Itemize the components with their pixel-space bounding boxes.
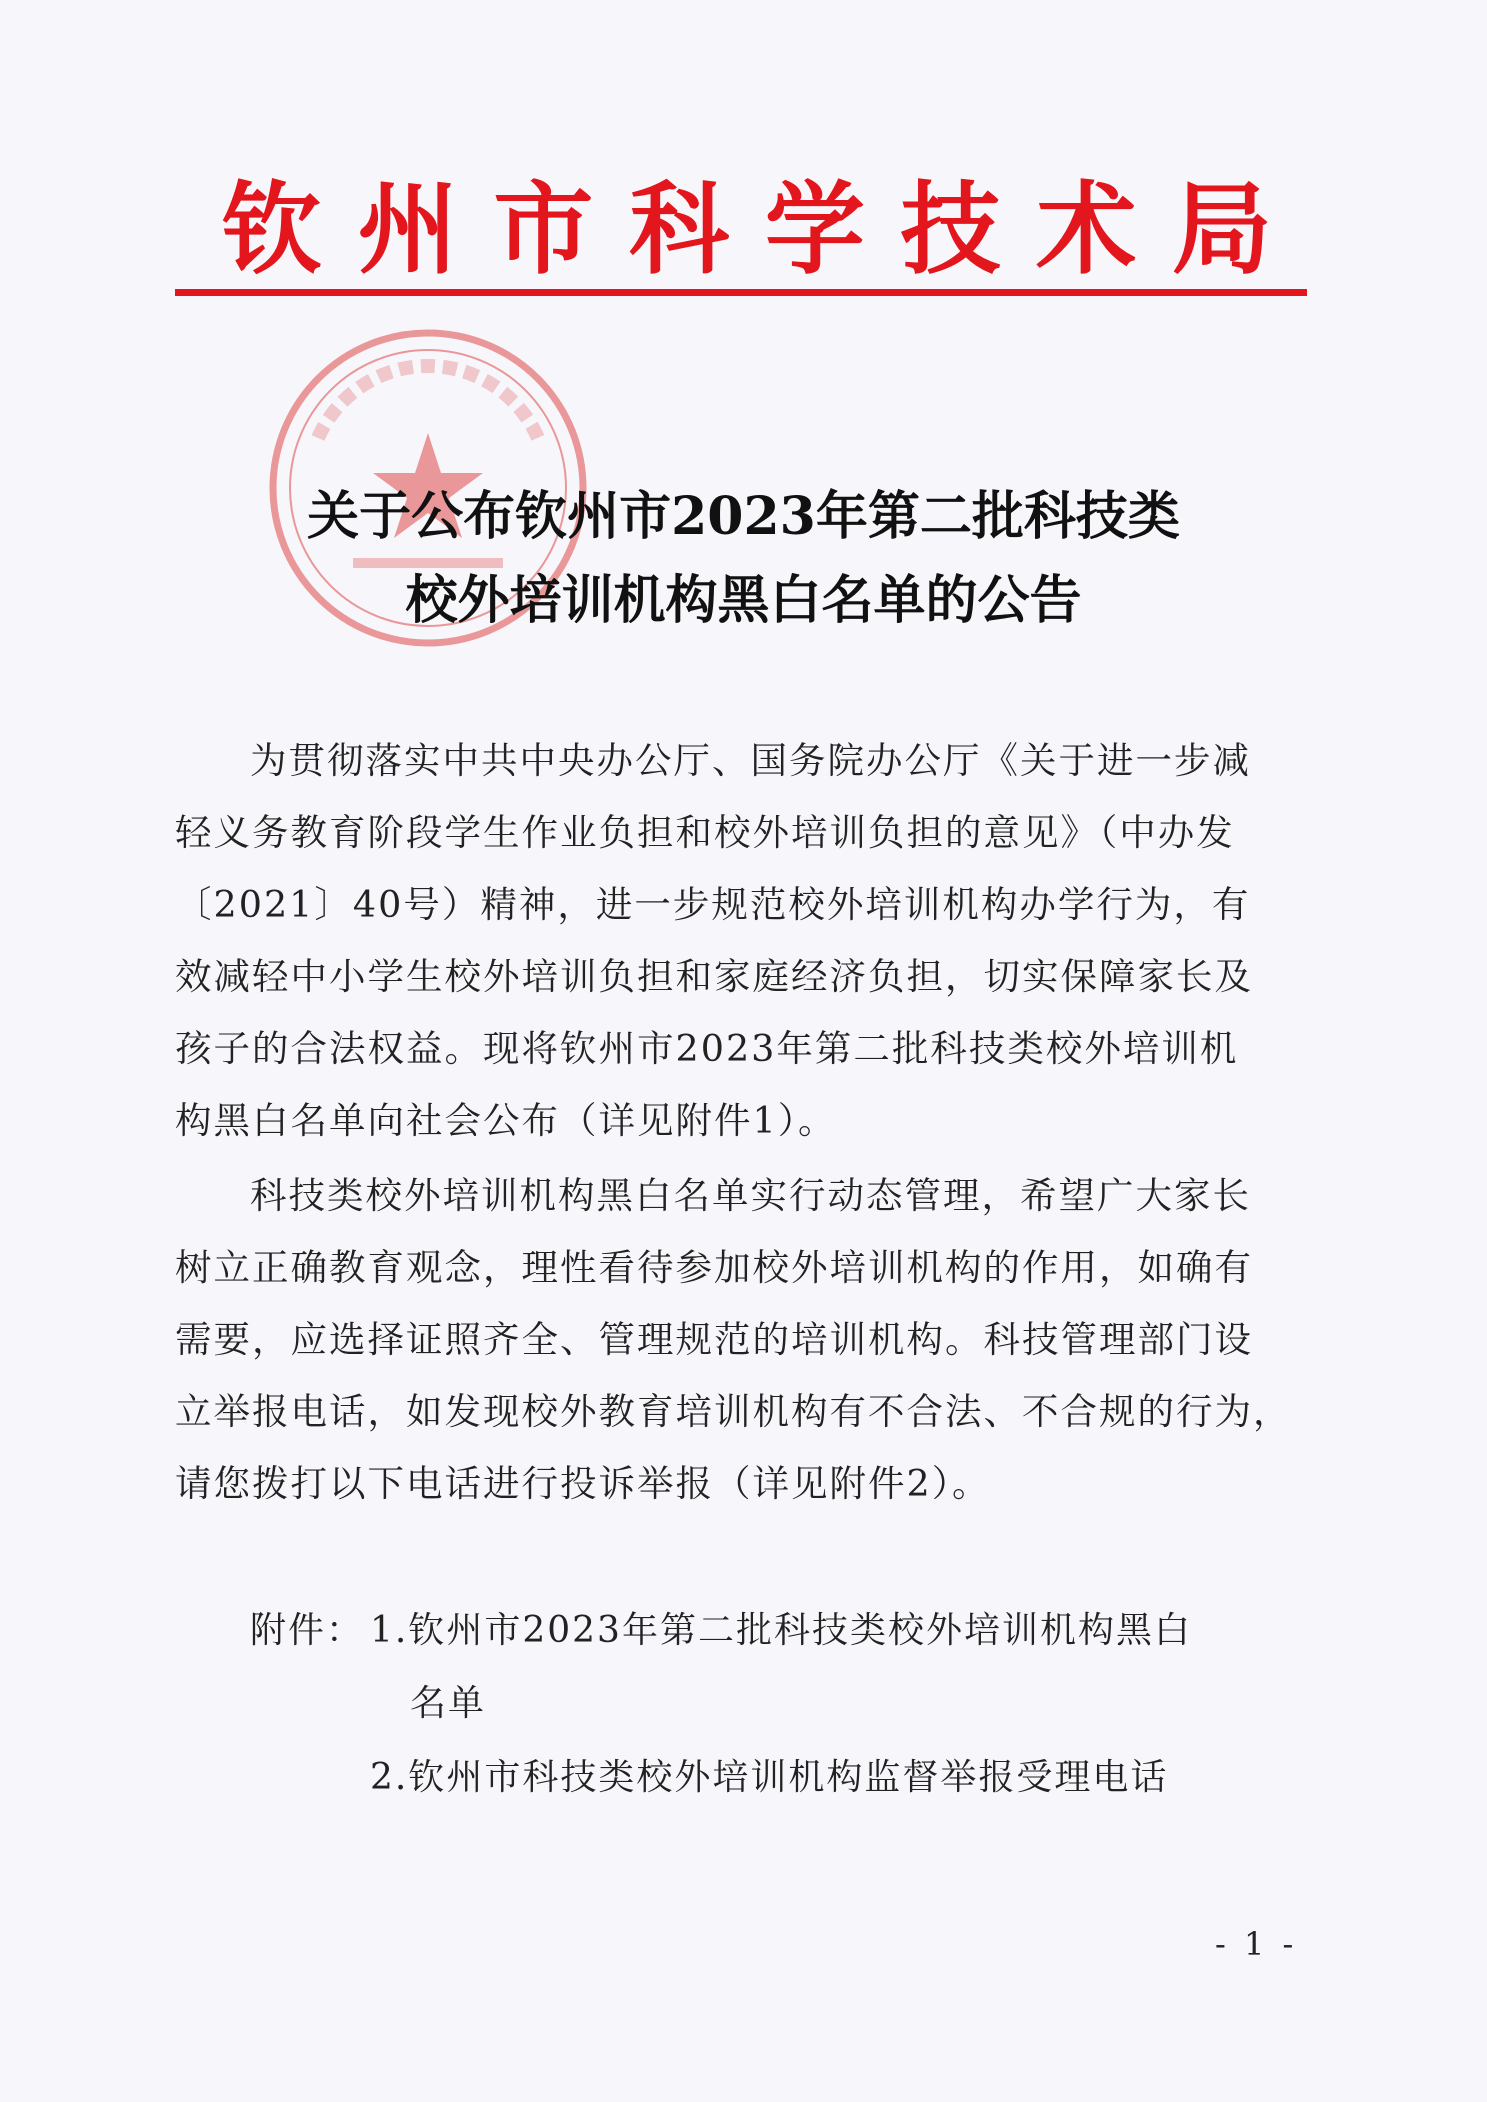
attachment-item-2: 2.钦州市科技类校外培训机构监督举报受理电话 <box>370 1757 1169 1798</box>
org-char: 科 <box>629 171 730 288</box>
paragraph-line: 请您拨打以下电话进行投诉举报（详见附件2）。 <box>175 1462 991 1505</box>
organization-header <box>222 165 1272 295</box>
title-line: 关于公布钦州市2023年第二批科技类 <box>307 486 1180 547</box>
attachments-label: 附件： <box>250 1610 365 1651</box>
org-char: 技 <box>900 171 1001 288</box>
attachment-item-1: 1.钦州市2023年第二批科技类校外培训机构黑白 <box>370 1610 1192 1651</box>
paragraph-line: 树立正确教育观念，理性看待参加校外培训机构的作用，如确有 <box>175 1246 1253 1289</box>
org-char: 术 <box>1036 171 1137 288</box>
paragraph-line: 轻义务教育阶段学生作业负担和校外培训负担的意见》（中办发 <box>175 811 1235 854</box>
announcement-title <box>150 475 1337 643</box>
attachment-item-1-cont: 名单 <box>410 1683 487 1724</box>
paragraph-line: 孩子的合法权益。现将钦州市2023年第二批科技类校外培训机 <box>175 1027 1239 1070</box>
paragraph-line: 科技类校外培训机构黑白名单实行动态管理，希望广大家长 <box>250 1174 1251 1217</box>
paragraph-line: 需要，应选择证照齐全、管理规范的培训机构。科技管理部门设 <box>175 1318 1253 1361</box>
paragraph-line: 效减轻中小学生校外培训负担和家庭经济负担，切实保障家长及 <box>175 955 1253 998</box>
org-char: 市 <box>493 171 594 288</box>
paragraph-management <box>175 1160 1292 1520</box>
org-char: 局 <box>1171 171 1272 288</box>
org-char: 州 <box>357 171 458 288</box>
page-number: - 1 - <box>1215 1925 1298 1963</box>
paragraph-line: 〔2021〕40号）精神，进一步规范校外培训机构办学行为，有 <box>175 883 1251 926</box>
org-char: 钦 <box>222 171 322 288</box>
paragraph-line: 构黑白名单向社会公布（详见附件1）。 <box>175 1099 837 1142</box>
paragraph-intro <box>175 725 1270 1157</box>
org-char: 学 <box>764 171 865 288</box>
header-red-rule <box>175 289 1307 296</box>
paragraph-line: 立举报电话，如发现校外教育培训机构有不合法、不合规的行为， <box>175 1390 1292 1433</box>
paragraph-line: 为贯彻落实中共中央办公厅、国务院办公厅《关于进一步减 <box>250 739 1251 782</box>
title-line: 校外培训机构黑白名单的公告 <box>405 570 1082 631</box>
